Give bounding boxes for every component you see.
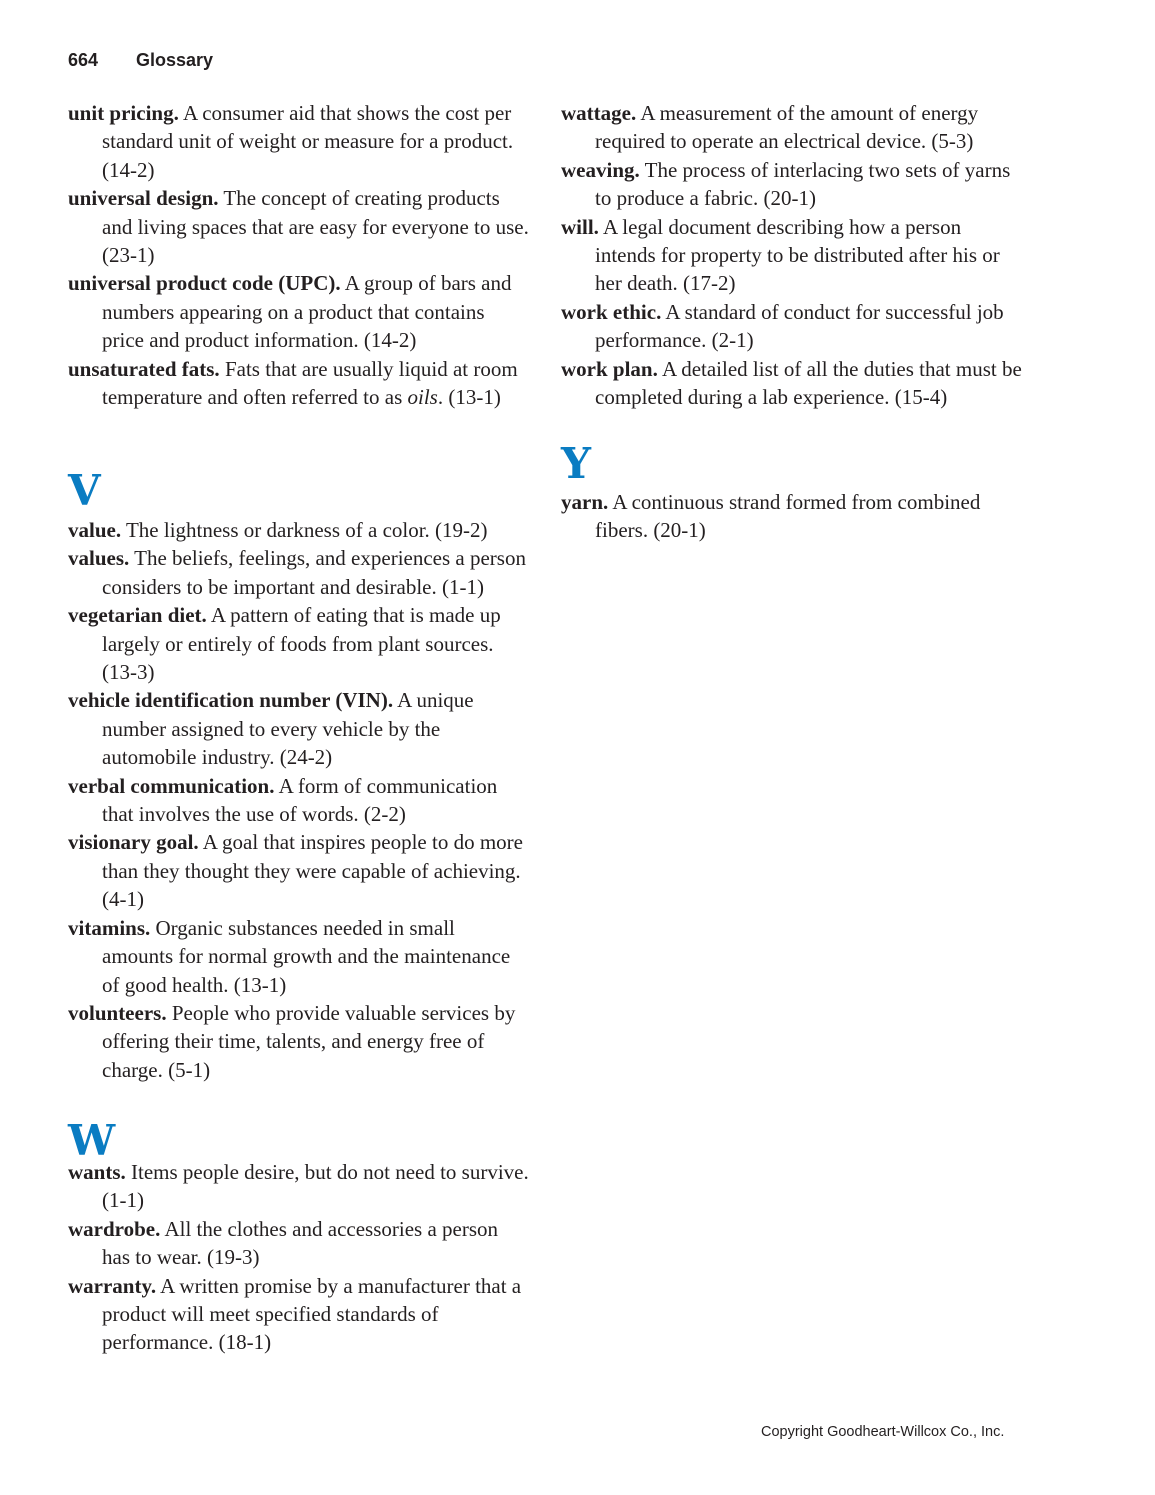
glossary-term: work ethic. xyxy=(561,299,662,324)
header-title: Glossary xyxy=(136,50,214,70)
glossary-entry xyxy=(68,999,530,1084)
glossary-definition: People who provide valuable services by offering their time, talents, and energy free of charge. (5-1) xyxy=(102,1000,516,1082)
section-v xyxy=(68,516,530,1084)
glossary-term: value. xyxy=(68,518,122,542)
glossary-definition: A standard of conduct for successful job performance. (2-1) xyxy=(595,299,1004,353)
glossary-definition-tail: . (13-1) xyxy=(437,385,501,410)
glossary-term: vegetarian diet. xyxy=(68,603,207,628)
glossary-entry xyxy=(561,99,1023,156)
glossary-term: unsaturated fats. xyxy=(68,356,220,381)
glossary-entry xyxy=(68,601,530,686)
glossary-entry xyxy=(68,184,530,269)
copyright-notice: Copyright Goodheart-Willcox Co., Inc. xyxy=(761,1424,1005,1440)
letter-heading-y: Y xyxy=(561,439,591,488)
running-header xyxy=(68,50,213,71)
glossary-definition: A goal that inspires people to do more than they thought they were capable of achieving. (4-1) xyxy=(102,830,523,912)
glossary-entry xyxy=(561,355,1023,412)
letter-heading-v: V xyxy=(68,466,101,515)
glossary-entry xyxy=(68,516,530,544)
page-number: 664 xyxy=(68,50,99,70)
glossary-term: wants. xyxy=(68,1160,126,1184)
glossary-definition: The beliefs, feelings, and experiences a person considers to be important and desirable. (1-1) xyxy=(102,546,526,599)
glossary-definition: A consumer aid that shows the cost per standard unit of weight or measure for a product. (14-2) xyxy=(102,101,514,182)
glossary-entry xyxy=(561,298,1023,355)
glossary-entry xyxy=(561,213,1023,298)
glossary-definition: A detailed list of all the duties that must be completed during a lab experience. (15-4) xyxy=(595,356,1022,410)
section-u xyxy=(68,99,530,411)
glossary-definition: Fats that are usually liquid at room temperature and often referred to as xyxy=(102,356,518,410)
glossary-term: vehicle identification number (VIN). xyxy=(68,688,394,713)
glossary-definition: A continuous strand formed from combined fibers. (20-1) xyxy=(595,490,981,543)
glossary-term: will. xyxy=(561,214,599,239)
glossary-definition: A measurement of the amount of energy required to operate an electrical device. (5-3) xyxy=(595,101,979,154)
glossary-term: values. xyxy=(68,546,130,571)
letter-heading-w: W xyxy=(68,1116,116,1165)
glossary-entry xyxy=(68,1215,530,1272)
glossary-definition: Items people desire, but do not need to survive. (1-1) xyxy=(102,1160,529,1213)
glossary-definition: A legal document describing how a person intends for property to be distributed after his or her death. (17-2) xyxy=(595,214,1000,296)
glossary-definition: The lightness or darkness of a color. (19-2) xyxy=(121,518,488,542)
glossary-definition: A written promise by a manufacturer that a product will meet specified standards of performance. (18-1) xyxy=(102,1273,522,1355)
glossary-term: visionary goal. xyxy=(68,830,199,855)
glossary-term: weaving. xyxy=(561,157,640,182)
glossary-term: unit pricing. xyxy=(68,101,179,125)
glossary-term: universal design. xyxy=(68,186,219,211)
section-w-continued xyxy=(561,99,1023,411)
glossary-entry xyxy=(68,686,530,771)
glossary-entry xyxy=(68,544,530,601)
glossary-term: yarn. xyxy=(561,490,609,514)
glossary-entry xyxy=(68,772,530,829)
glossary-term: wattage. xyxy=(561,101,637,125)
glossary-definition: A group of bars and numbers appearing on a product that contains price and product information. (14-2) xyxy=(102,271,512,353)
glossary-term: vitamins. xyxy=(68,915,151,940)
glossary-definition-italic: oils xyxy=(407,385,438,410)
glossary-entry xyxy=(68,914,530,999)
glossary-definition: All the clothes and accessories a person has to wear. (19-3) xyxy=(102,1216,498,1270)
section-w xyxy=(68,1158,530,1357)
glossary-definition: Organic substances needed in small amounts for normal growth and the maintenance of good health. (13-1) xyxy=(102,915,511,997)
section-y xyxy=(561,488,1023,545)
glossary-entry xyxy=(68,99,530,184)
glossary-entry xyxy=(561,488,1023,545)
glossary-term: work plan. xyxy=(561,356,658,381)
glossary-term: volunteers. xyxy=(68,1000,167,1025)
glossary-entry xyxy=(68,1158,530,1215)
glossary-definition: The process of interlacing two sets of yarns to produce a fabric. (20-1) xyxy=(595,157,1011,211)
glossary-entry xyxy=(68,828,530,913)
glossary-definition: A form of communication that involves the use of words. (2-2) xyxy=(102,773,498,827)
glossary-entry xyxy=(68,1272,530,1357)
glossary-term: verbal communication. xyxy=(68,773,275,798)
glossary-definition: A unique number assigned to every vehicle by the automobile industry. (24-2) xyxy=(102,688,474,770)
glossary-entry xyxy=(68,269,530,354)
glossary-definition: A pattern of eating that is made up largely or entirely of foods from plant sources. (13-3) xyxy=(102,603,501,685)
glossary-term: warranty. xyxy=(68,1273,157,1298)
glossary-term: wardrobe. xyxy=(68,1216,161,1241)
glossary-entry xyxy=(561,156,1023,213)
glossary-entry xyxy=(68,355,530,412)
glossary-definition: The concept of creating products and living spaces that are easy for everyone to use. (23-1) xyxy=(102,186,529,268)
glossary-term: universal product code (UPC). xyxy=(68,271,341,296)
